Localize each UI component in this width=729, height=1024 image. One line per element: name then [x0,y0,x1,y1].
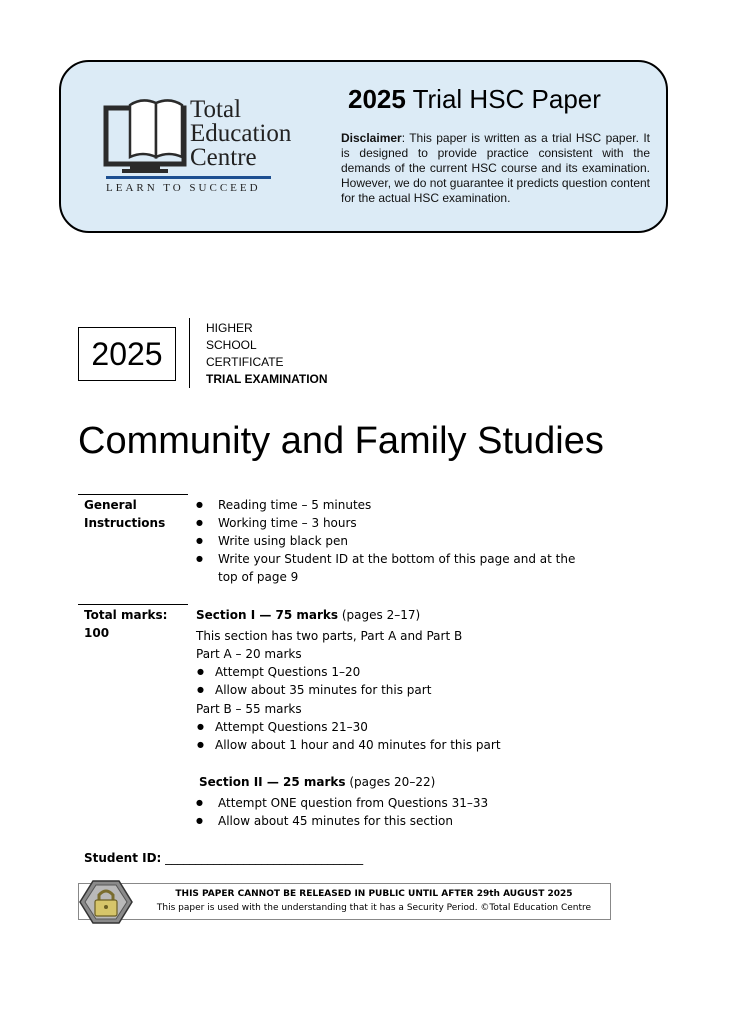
general-rule [78,494,188,495]
subject-title: Community and Family Studies [78,420,604,462]
cert-line-school: SCHOOL [206,338,257,352]
logo-word-1: Total [190,96,242,123]
student-id-field[interactable]: _________________________________ [165,851,364,865]
general-item-continuation: top of page 9 [218,570,299,584]
certificate-lines [206,320,328,388]
general-label-line2: Instructions [84,516,166,530]
list-item: ● Write using black pen [194,532,575,550]
total-marks-value: 100 [84,626,110,640]
paper-title-text: Trial HSC Paper [412,84,601,114]
logo-underline [106,176,271,179]
list-item: ● Attempt ONE question from Questions 31–33 [194,794,488,812]
list-item: ● Write your Student ID at the bottom of this page and at the [194,550,575,568]
section1-pages: (pages 2–17) [338,608,421,622]
cert-line-higher: HIGHER [206,321,253,335]
logo-word-2: Education [190,120,292,147]
list-item: ● Attempt Questions 1–20 [196,663,431,681]
list-item: ● Attempt Questions 21–30 [196,718,501,736]
security-notice-line1: THIS PAPER CANNOT BE RELEASED IN PUBLIC UNTIL AFTER 29th AUGUST 2025 [175,889,573,899]
section2-list [194,794,488,830]
section2-heading-bold: Section II — 25 marks [199,775,346,789]
student-id-row [84,849,363,867]
list-item: ● Allow about 1 hour and 40 minutes for this part [196,736,501,754]
exam-year-box: 2025 [78,327,176,381]
section1-heading [196,606,420,624]
paper-title [348,84,601,115]
logo-tagline: LEARN TO SUCCEED [106,182,261,194]
general-instructions-list [194,496,575,568]
general-label-line1: General [84,498,137,512]
disclaimer [341,131,650,206]
padlock-icon [79,879,133,925]
list-item: ● Working time – 3 hours [194,514,575,532]
marks-rule [78,604,188,605]
section1-description: This section has two parts, Part A and Part B [196,629,463,643]
cert-line-certificate: CERTIFICATE [206,355,284,369]
vertical-divider [189,318,190,388]
cert-line-trial: TRIAL EXAMINATION [206,372,328,386]
part-a-list [196,663,431,699]
part-b-list [196,718,501,754]
total-marks-text: Total marks: [84,608,168,622]
logo-wordmark [190,98,291,170]
paper-title-year: 2025 [348,84,406,114]
part-a-title: Part A – 20 marks [196,647,302,661]
section2-heading [199,773,435,791]
list-item: ● Allow about 45 minutes for this section [194,812,488,830]
section1-heading-bold: Section I — 75 marks [196,608,339,622]
logo-word-3: Centre [190,144,257,171]
security-notice-line2: This paper is used with the understanding that it has a Security Period. ©Total Education Centre [156,903,592,913]
general-label [84,496,165,532]
student-id-label: Student ID: [84,851,162,865]
list-item: ● Reading time – 5 minutes [194,496,575,514]
section2-pages: (pages 20–22) [345,775,436,789]
disclaimer-label: Disclaimer [341,131,402,145]
disclaimer-text: : This paper is written as a trial HSC paper. It is designed to provide practice consistent with the demands of the current HSC course and its examination. However, we do not guarantee it predicts question content for the actual HSC examination. [341,131,650,205]
list-item: ● Allow about 35 minutes for this part [196,681,431,699]
total-marks-label [84,606,167,642]
part-b-title: Part B – 55 marks [196,702,302,716]
